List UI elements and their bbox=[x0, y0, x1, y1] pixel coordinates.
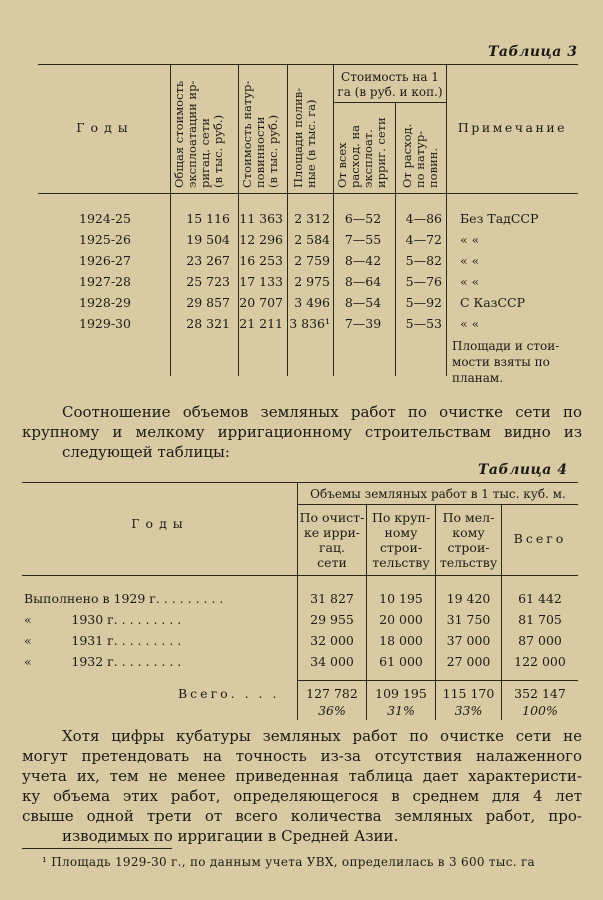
table3-cell-per_all: 8—42 bbox=[344, 253, 382, 268]
table3-cell-total: 15 116 bbox=[186, 211, 230, 226]
table3-cell-note: « « bbox=[460, 253, 480, 268]
table3-cell-per_nat: 5—53 bbox=[405, 316, 442, 331]
table3-cell-natur: 20 707 bbox=[239, 295, 283, 310]
table3-cell-area: 3 496 bbox=[294, 295, 330, 310]
table3-cell-natur: 12 296 bbox=[239, 232, 283, 247]
table4-cell-clean: 29 955 bbox=[310, 612, 354, 627]
table3-cell-per_nat: 5—76 bbox=[405, 274, 442, 289]
table4-total-rule bbox=[297, 680, 578, 681]
table3-cell-area: 2 312 bbox=[294, 211, 330, 226]
table4-col1-header: По очист- ке ирри- гац. сети bbox=[299, 510, 365, 570]
table3-cell-note: Без ТадССР bbox=[460, 211, 539, 226]
table3-cell-area: 2 975 bbox=[294, 274, 330, 289]
table4-cell-small: 27 000 bbox=[446, 654, 491, 669]
table4-col4-header: Всего bbox=[513, 531, 567, 546]
table4-cell-label: « 1932 г. . . . . . . . . bbox=[24, 654, 182, 669]
table3-cell-year: 1926-27 bbox=[79, 253, 131, 268]
table4-cell-large: 20 000 bbox=[379, 612, 423, 627]
table3-cell-total: 23 267 bbox=[186, 253, 230, 268]
table3-cell-per_nat: 5—82 bbox=[405, 253, 442, 268]
table3-top-rule bbox=[38, 64, 578, 65]
table3-col2-header: Стоимость натур- повинности (в тыс. руб.) bbox=[240, 80, 280, 188]
table4-years-header: Годы bbox=[131, 516, 189, 531]
paragraph-2: Хотя цифры кубатуры земляных работ по очистке сети не могут претендовать на точность из-за отсутствия налаженного учета их, тем не менее приведенная таблица дает характеристи- ку объема этих работ, определяющегося в среднем для 4 лет свыше одной трети от всего количества земляных работ, про- изводимых по ирригации в Средней Азии. bbox=[22, 727, 582, 845]
table3-cell-per_nat: 4—86 bbox=[405, 211, 442, 226]
table4-cell-clean: 32 000 bbox=[310, 633, 354, 648]
table3-cell-area: 3 836¹ bbox=[289, 316, 330, 331]
table4-cell-total: 61 442 bbox=[518, 591, 562, 606]
table3-cell-per_all: 7—55 bbox=[344, 232, 382, 247]
table3-col3-header: Площади полив- ные (в тыс. га) bbox=[291, 87, 318, 188]
table4-total-clean: 127 782 bbox=[306, 686, 358, 701]
table3-cell-year: 1928-29 bbox=[79, 295, 131, 310]
table4-total-all: 352 147 bbox=[514, 686, 566, 701]
table3-cell-per_nat: 5—92 bbox=[405, 295, 442, 310]
table4-cell-total: 81 705 bbox=[518, 612, 562, 627]
table4-col3-header: По мел- кому строи- тельству bbox=[439, 510, 498, 570]
footnote-rule bbox=[22, 848, 172, 849]
table3-cell-natur: 16 253 bbox=[239, 253, 283, 268]
table3-cell-note: « « bbox=[460, 316, 480, 331]
table3-caption: Таблица 3 bbox=[488, 44, 578, 60]
table4-total-large: 109 195 bbox=[375, 686, 427, 701]
table3-cell-total: 25 723 bbox=[186, 274, 230, 289]
table4-group-rule bbox=[297, 504, 578, 505]
table4-caption: Таблица 4 bbox=[478, 462, 568, 478]
table4-cell-clean: 31 827 bbox=[310, 591, 354, 606]
table3-cell-area: 2 759 bbox=[294, 253, 330, 268]
table4-pct-small: 33% bbox=[454, 703, 483, 718]
table3-vline bbox=[170, 64, 171, 376]
table4-pct-large: 31% bbox=[387, 703, 415, 718]
table4-cell-small: 19 420 bbox=[446, 591, 491, 606]
table4-pct-all: 100% bbox=[522, 703, 558, 718]
table3-group-header: Стоимость на 1 га (в руб. и коп.) bbox=[337, 70, 443, 99]
table4-cell-label: Выполнено в 1929 г. . . . . . . . . bbox=[24, 591, 224, 606]
table3-cell-note: С КазССР bbox=[460, 295, 526, 310]
table4-cell-large: 61 000 bbox=[379, 654, 423, 669]
table4-total-label: Всего. . . . bbox=[178, 686, 280, 701]
table3-cell-area: 2 584 bbox=[294, 232, 330, 247]
table4-cell-large: 10 195 bbox=[379, 591, 423, 606]
table3-cell-per_all: 8—54 bbox=[344, 295, 382, 310]
table3-cell-total: 29 857 bbox=[186, 295, 230, 310]
table4-cell-clean: 34 000 bbox=[310, 654, 354, 669]
paragraph-1: Соотношение объемов земляных работ по очистке сети по крупному и мелкому ирригационному строительствам видно из следующей таблицы: bbox=[22, 403, 582, 461]
table4-total-small: 115 170 bbox=[442, 686, 495, 701]
table3-cell-total: 19 504 bbox=[186, 232, 230, 247]
table3-cell-year: 1927-28 bbox=[79, 274, 131, 289]
table3-cell-per_all: 6—52 bbox=[344, 211, 382, 226]
table4-cell-total: 122 000 bbox=[514, 654, 566, 669]
table4-pct-clean: 36% bbox=[318, 703, 346, 718]
table4-col2-header: По круп- ному строи- тельству bbox=[371, 510, 431, 570]
table3-col1-header: Общая стоимость эксплоатации ир- ригац. сети (в тыс. руб.) bbox=[172, 80, 225, 188]
table3-cell-per_nat: 4—72 bbox=[405, 232, 442, 247]
table3-cell-per_all: 8—64 bbox=[344, 274, 382, 289]
table3-cell-year: 1924-25 bbox=[79, 211, 131, 226]
table4-header-rule bbox=[22, 575, 578, 576]
table4-cell-small: 31 750 bbox=[446, 612, 491, 627]
table4-cell-label: « 1930 г. . . . . . . . . bbox=[24, 612, 182, 627]
table3-years-header: Годы bbox=[76, 120, 134, 135]
table4-cell-label: « 1931 г. . . . . . . . . bbox=[24, 633, 182, 648]
table3-group-rule bbox=[333, 102, 446, 103]
table4-cell-large: 18 000 bbox=[379, 633, 423, 648]
table3-cell-year: 1925-26 bbox=[79, 232, 131, 247]
table3-cell-per_all: 7—39 bbox=[344, 316, 382, 331]
table3-cell-note: « « bbox=[460, 274, 480, 289]
table3-note-header: Примечание bbox=[457, 120, 568, 135]
table4-cell-small: 37 000 bbox=[446, 633, 491, 648]
table3-header-rule bbox=[38, 193, 578, 194]
table3-vline bbox=[446, 64, 447, 376]
table3-cell-note: « « bbox=[460, 232, 480, 247]
table3-cell-natur: 21 211 bbox=[239, 316, 283, 331]
table4-cell-total: 87 000 bbox=[518, 633, 562, 648]
table3-note-footer: Площади и стои- мости взяты по планам. bbox=[452, 339, 560, 385]
table3-cell-natur: 11 363 bbox=[239, 211, 283, 226]
table3-col5-header: От расход. по натур- повин. bbox=[400, 123, 440, 188]
table4-top-rule bbox=[22, 482, 578, 483]
table4-group-header: Объемы земляных работ в 1 тыс. куб. м. bbox=[310, 487, 566, 501]
table3-cell-natur: 17 133 bbox=[239, 274, 283, 289]
table3-col4-header: От всех расход. на эксплоат. ирриг. сети bbox=[335, 117, 388, 188]
table3-cell-year: 1929-30 bbox=[79, 316, 131, 331]
table3-cell-total: 28 321 bbox=[186, 316, 230, 331]
footnote: ¹ Площадь 1929-30 г., по данным учета УВХ, определилась в 3 600 тыс. га bbox=[42, 855, 536, 869]
